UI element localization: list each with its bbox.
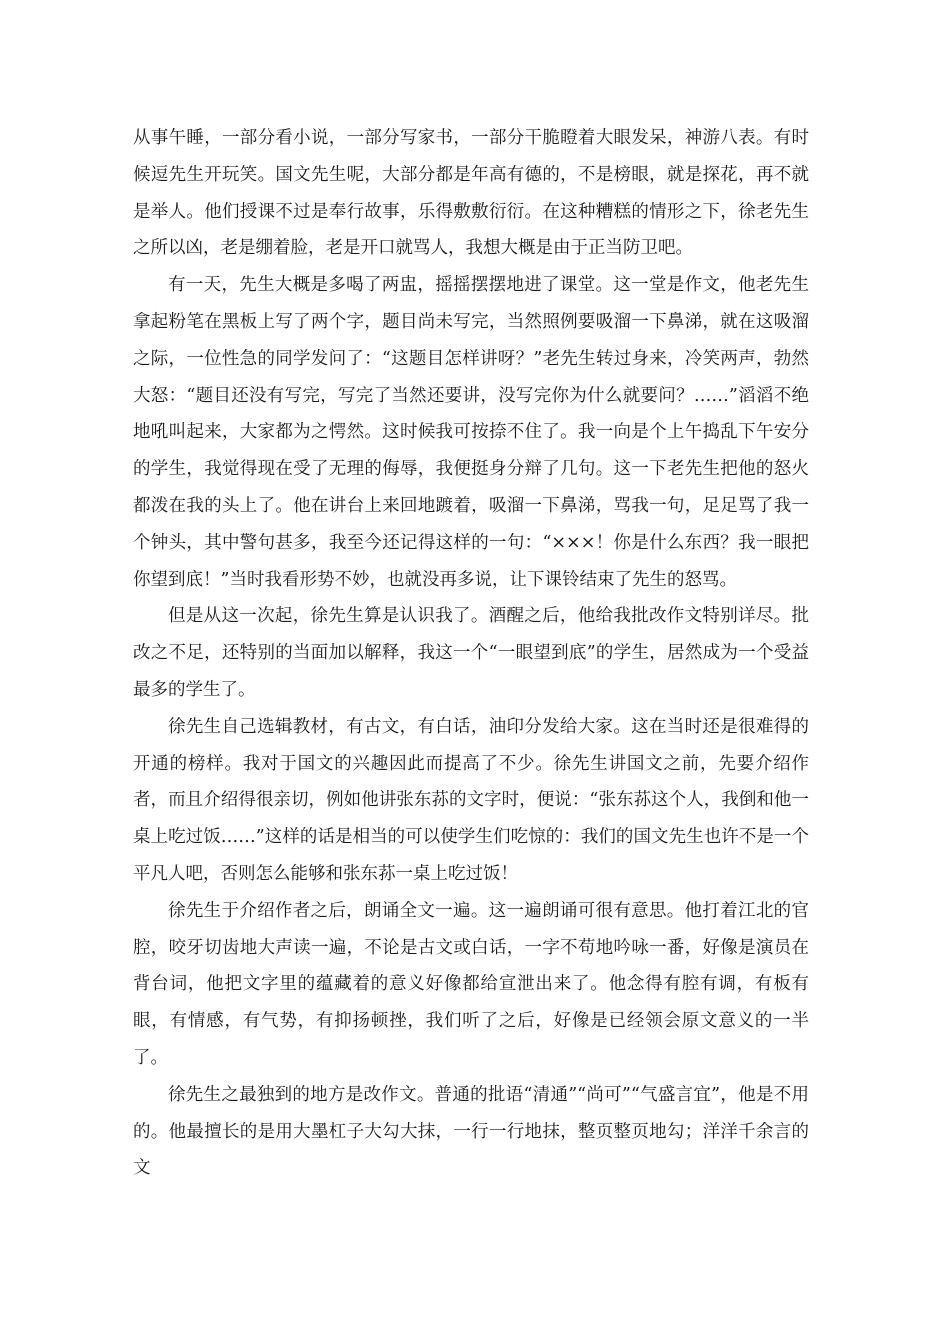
paragraph-1: 从事午睡，一部分看小说，一部分写家书，一部分干脆瞪着大眼发呆，神游八表。有时候逗先生开玩笑。国文先生呢，大部分都是年高有德的，不是榜眼，就是探花，再不就是举人。他们授课不过是奉行故事，乐得敷敷衍衍。在这种糟糕的情形之下，徐老先生之所以凶，老是绷着脸，老是开口就骂人，我想大概是由于正当防卫吧。 — [133, 128, 809, 259]
document-body — [133, 120, 809, 1187]
paragraph-4: 徐先生自己选辑教材，有古文，有白话，油印分发给大家。这在当时还是很难得的开通的榜样。我对于国文的兴趣因此而提高了不少。徐先生讲国文之前，先要介绍作者，而且介绍得很亲切，例如他讲张东荪的文字时，便说：“张东荪这个人，我倒和他一桌上吃过饭……”这样的话是相当的可以使学生们吃惊的：我们的国文先生也许不是一个平凡人吧，否则怎么能够和张东荪一桌上吃过饭！ — [133, 716, 809, 884]
paragraph-2: 有一天，先生大概是多喝了两盅，摇摇摆摆地进了课堂。这一堂是作文，他老先生拿起粉笔在黑板上写了两个字，题目尚未写完，当然照例要吸溜一下鼻涕，就在这吸溜之际，一位性急的同学发问了：“这题目怎样讲呀？”老先生转过身来，冷笑两声，勃然大怒：“题目还没有写完，写完了当然还要讲，没写完你为什么就要问？……”滔滔不绝地吼叫起来，大家都为之愕然。这时候我可按捺不住了。我一向是个上午捣乱下午安分的学生，我觉得现在受了无理的侮辱，我便挺身分辩了几句。这一下老先生把他的怒火都泼在我的头上了。他在讲台上来回地踱着，吸溜一下鼻涕，骂我一句，足足骂了我一个钟头，其中警句甚多，我至今还记得这样的一句：“×××！你是什么东西？我一眼把你望到底！”当时我看形势不妙，也就没再多说，让下课铃结束了先生的怒骂。 — [133, 275, 809, 590]
paragraph-5: 徐先生于介绍作者之后，朗诵全文一遍。这一遍朗诵可很有意思。他打着江北的官腔，咬牙切齿地大声读一遍，不论是古文或白话，一字不苟地吟咏一番，好像是演员在背台词，他把文字里的蕴藏着的意义好像都给宣泄出来了。他念得有腔有调，有板有眼，有情感，有气势，有抑扬顿挫，我们听了之后，好像是已经领会原文意义的一半了。 — [133, 900, 809, 1068]
paragraph-6: 徐先生之最独到的地方是改作文。普通的批语“清通”“尚可”“气盛言宜”，他是不用的。他最擅长的是用大墨杠子大勾大抹，一行一行地抹，整页整页地勾；洋洋千余言的文 — [133, 1084, 809, 1179]
paragraph-3: 但是从这一次起，徐先生算是认识我了。酒醒之后，他给我批改作文特别详尽。批改之不足，还特别的当面加以解释，我这一个“一眼望到底”的学生，居然成为一个受益最多的学生了。 — [133, 606, 809, 700]
